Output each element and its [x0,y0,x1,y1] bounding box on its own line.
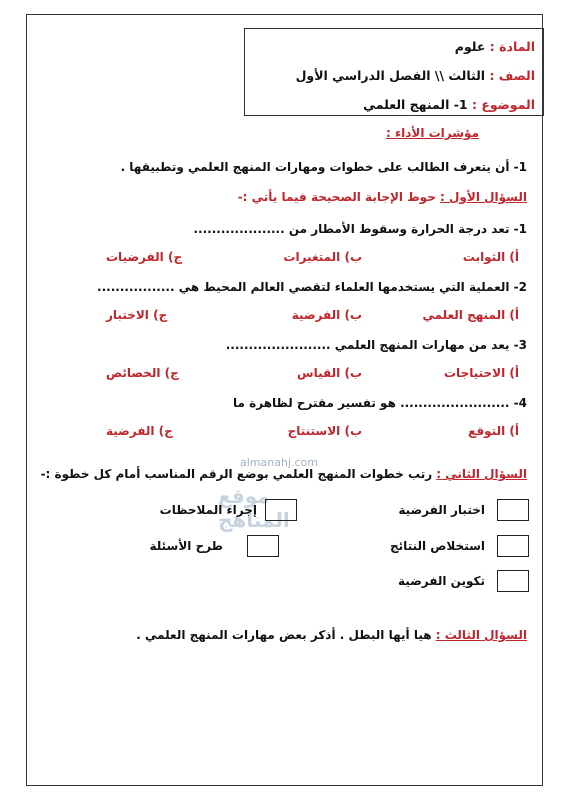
grade-value: الثالث \\ الفصل الدراسي الأول [295,68,486,83]
step-box-conclusions[interactable] [497,535,529,557]
q1-q2-option-c[interactable]: ج) الاختبار [106,308,168,322]
topic-label: الموضوع : [471,97,535,112]
q1-question-1: 1- تعد درجة الحرارة وسقوط الأمطار من .................... [193,222,527,236]
q1-title: السؤال الأول : [440,190,527,204]
q1-q3-option-c[interactable]: ج) الخصائص [106,366,179,380]
q3-instruction: هيا أيها البطل . أذكر بعض مهارات المنهج العلمي . [136,628,432,642]
q1-q4-option-c[interactable]: ج) الفرضية [106,424,173,438]
topic-value: 1- المنهج العلمي [363,97,468,112]
q1-q1-option-b[interactable]: ب) المتغيرات [283,250,362,264]
indicators-title: مؤشرات الأداء : [386,126,479,140]
q1-q3-option-b[interactable]: ب) القياس [297,366,362,380]
q1-q1-option-c[interactable]: ج) الفرضيات [106,250,183,264]
q1-q4-option-a[interactable]: أ) التوقع [468,424,519,438]
q3-heading [136,628,527,642]
q1-q3-option-a[interactable]: أ) الاحتياجات [444,366,519,380]
watermark-logo: موقع المناهج [218,484,290,532]
subject-row [253,32,535,61]
q2-title: السؤال الثاني : [436,467,527,481]
q3-title: السؤال الثالث : [435,628,527,642]
grade-label: الصف : [489,68,535,83]
step-form-hypothesis: تكوين الفرضية [398,574,485,588]
subject-value: علوم [454,39,486,54]
step-box-observations[interactable] [265,499,297,521]
header-info-box [244,28,544,116]
q1-heading [238,190,527,204]
q1-question-2: 2- العملية التي يستخدمها العلماء لتقصي العالم المحيط هي ................. [97,280,527,294]
step-conclusions: استخلاص النتائج [390,539,485,553]
q2-instruction: رتب خطوات المنهج العلمي بوضع الرقم المناسب أمام كل خطوة :- [40,467,433,481]
step-box-test-hypothesis[interactable] [497,499,529,521]
q2-heading [41,467,527,481]
q1-question-3: 3- يعد من مهارات المنهج العلمي ....................... [225,338,527,352]
step-questions: طرح الأسئلة [149,539,223,553]
watermark-site-text: almanahj.com [240,456,318,469]
q1-q1-option-a[interactable]: أ) الثوابت [462,250,519,264]
step-test-hypothesis: اختبار الفرضية [398,503,485,517]
q1-q2-option-a[interactable]: أ) المنهج العلمي [422,308,519,322]
q1-instruction: حوط الإجابة الصحيحة فيما يأتي :- [237,190,436,204]
topic-row [253,90,535,119]
q1-question-4: 4- ........................ هو تفسير مقترح لظاهرة ما [233,396,527,410]
step-observations: إجراء الملاحظات [159,503,257,517]
grade-row [253,61,535,90]
q1-q2-option-b[interactable]: ب) الفرضية [291,308,362,322]
q1-q4-option-b[interactable]: ب) الاستنتاج [287,424,362,438]
step-box-form-hypothesis[interactable] [497,570,529,592]
indicator-item-1: 1- أن يتعرف الطالب على خطوات ومهارات المنهج العلمي وتطبيقها . [120,160,527,174]
subject-label: المادة : [489,39,535,54]
step-box-questions[interactable] [247,535,279,557]
